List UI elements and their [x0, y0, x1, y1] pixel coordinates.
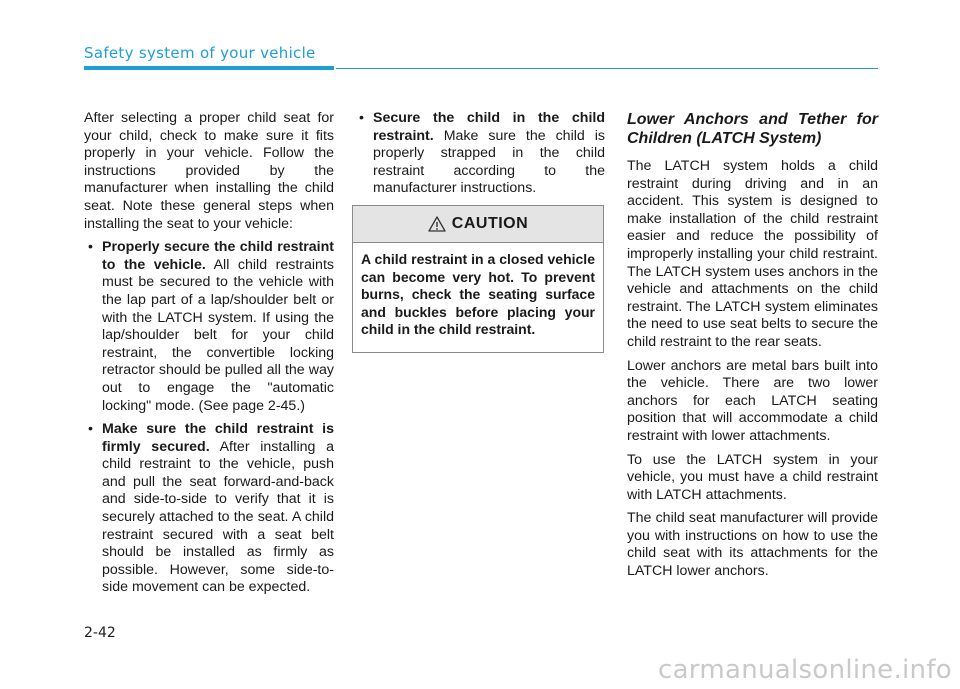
paragraph: To use the LATCH system in your vehicle, you must have a child restraint with LATCH attachments.	[627, 451, 878, 503]
header-rule-accent	[84, 66, 334, 70]
bullet-text: All child restraints must be secured to the vehicle with the lap part of a lap/shoulder belt or with the LATCH system. If using the lap/shoulder belt for your child restraint, the convertible locking retractor should be pulled all the way out to engage the "automatic locking" mode. (See page 2-45.)	[102, 256, 334, 414]
page-number: 2-42	[84, 625, 116, 641]
paragraph: Lower anchors are metal bars built into the vehicle. There are two lower anchors for each LATCH seating position that will accommodate a child restraint with lower attachments.	[627, 357, 878, 444]
paragraph: The child seat manufacturer will provide you with instructions on how to use the child seat with its attachments for the LATCH lower anchors.	[627, 510, 878, 580]
caution-text: A child restraint in a closed vehicle can become very hot. To prevent burns, check the seating surface and buckles before placing your child in the child restraint.	[361, 251, 595, 337]
bullet-item	[84, 421, 334, 597]
bullet-item	[84, 239, 334, 415]
bullet-text: After installing a child restraint to the vehicle, push and pull the seat forward-and-back and side-to-side to verify that it is securely attached to the seat. A child restraint secured with a seat belt should be installed as firmly as possible. However, some side-to- side movement can be expected.	[102, 438, 334, 596]
bullet-dot-icon: •	[359, 110, 364, 126]
bullet-lead: Make sure the child restraint is firmly secured.	[102, 421, 334, 455]
bullet-dot-icon: •	[88, 239, 93, 256]
caution-label: CAUTION	[451, 215, 529, 232]
column-left	[84, 110, 334, 603]
intro-paragraph: After selecting a proper child seat for your child, check to make sure it fits properly in your vehicle. Follow the instructions provided by the manufacturer when installing the child seat. Note these general steps when installing the seat to your vehicle:	[84, 110, 334, 232]
warning-triangle-icon	[428, 216, 446, 232]
bullet-dot-icon: •	[88, 421, 93, 438]
header-rule-line	[336, 68, 878, 69]
watermark: carmanualsonline.info	[657, 655, 952, 685]
caution-box	[352, 205, 604, 353]
bullet-lead: Secure the child in the child restraint.	[373, 110, 605, 144]
column-middle	[355, 110, 605, 204]
paragraph: The LATCH system holds a child restraint during driving and in an accident. This system is designed to make installation of the child restraint easier and reduce the possibility of improperly installing your child restraint. The LATCH system uses anchors in the vehicle and attachments on the child restraint. The LATCH system eliminates the need to use seat belts to secure the child restraint to the rear seats.	[627, 158, 878, 350]
caution-header	[353, 206, 603, 243]
bullet-item	[355, 110, 605, 198]
bullet-lead: Properly secure the child restraint to the vehicle.	[102, 239, 334, 273]
section-heading: Lower Anchors and Tether for Children (LATCH System)	[627, 111, 878, 147]
section-title: Safety system of your vehicle	[84, 44, 316, 62]
column-right	[627, 110, 878, 587]
bullet-text: Make sure the child is properly strapped in the child restraint according to the manufacturer instructions.	[373, 127, 605, 197]
